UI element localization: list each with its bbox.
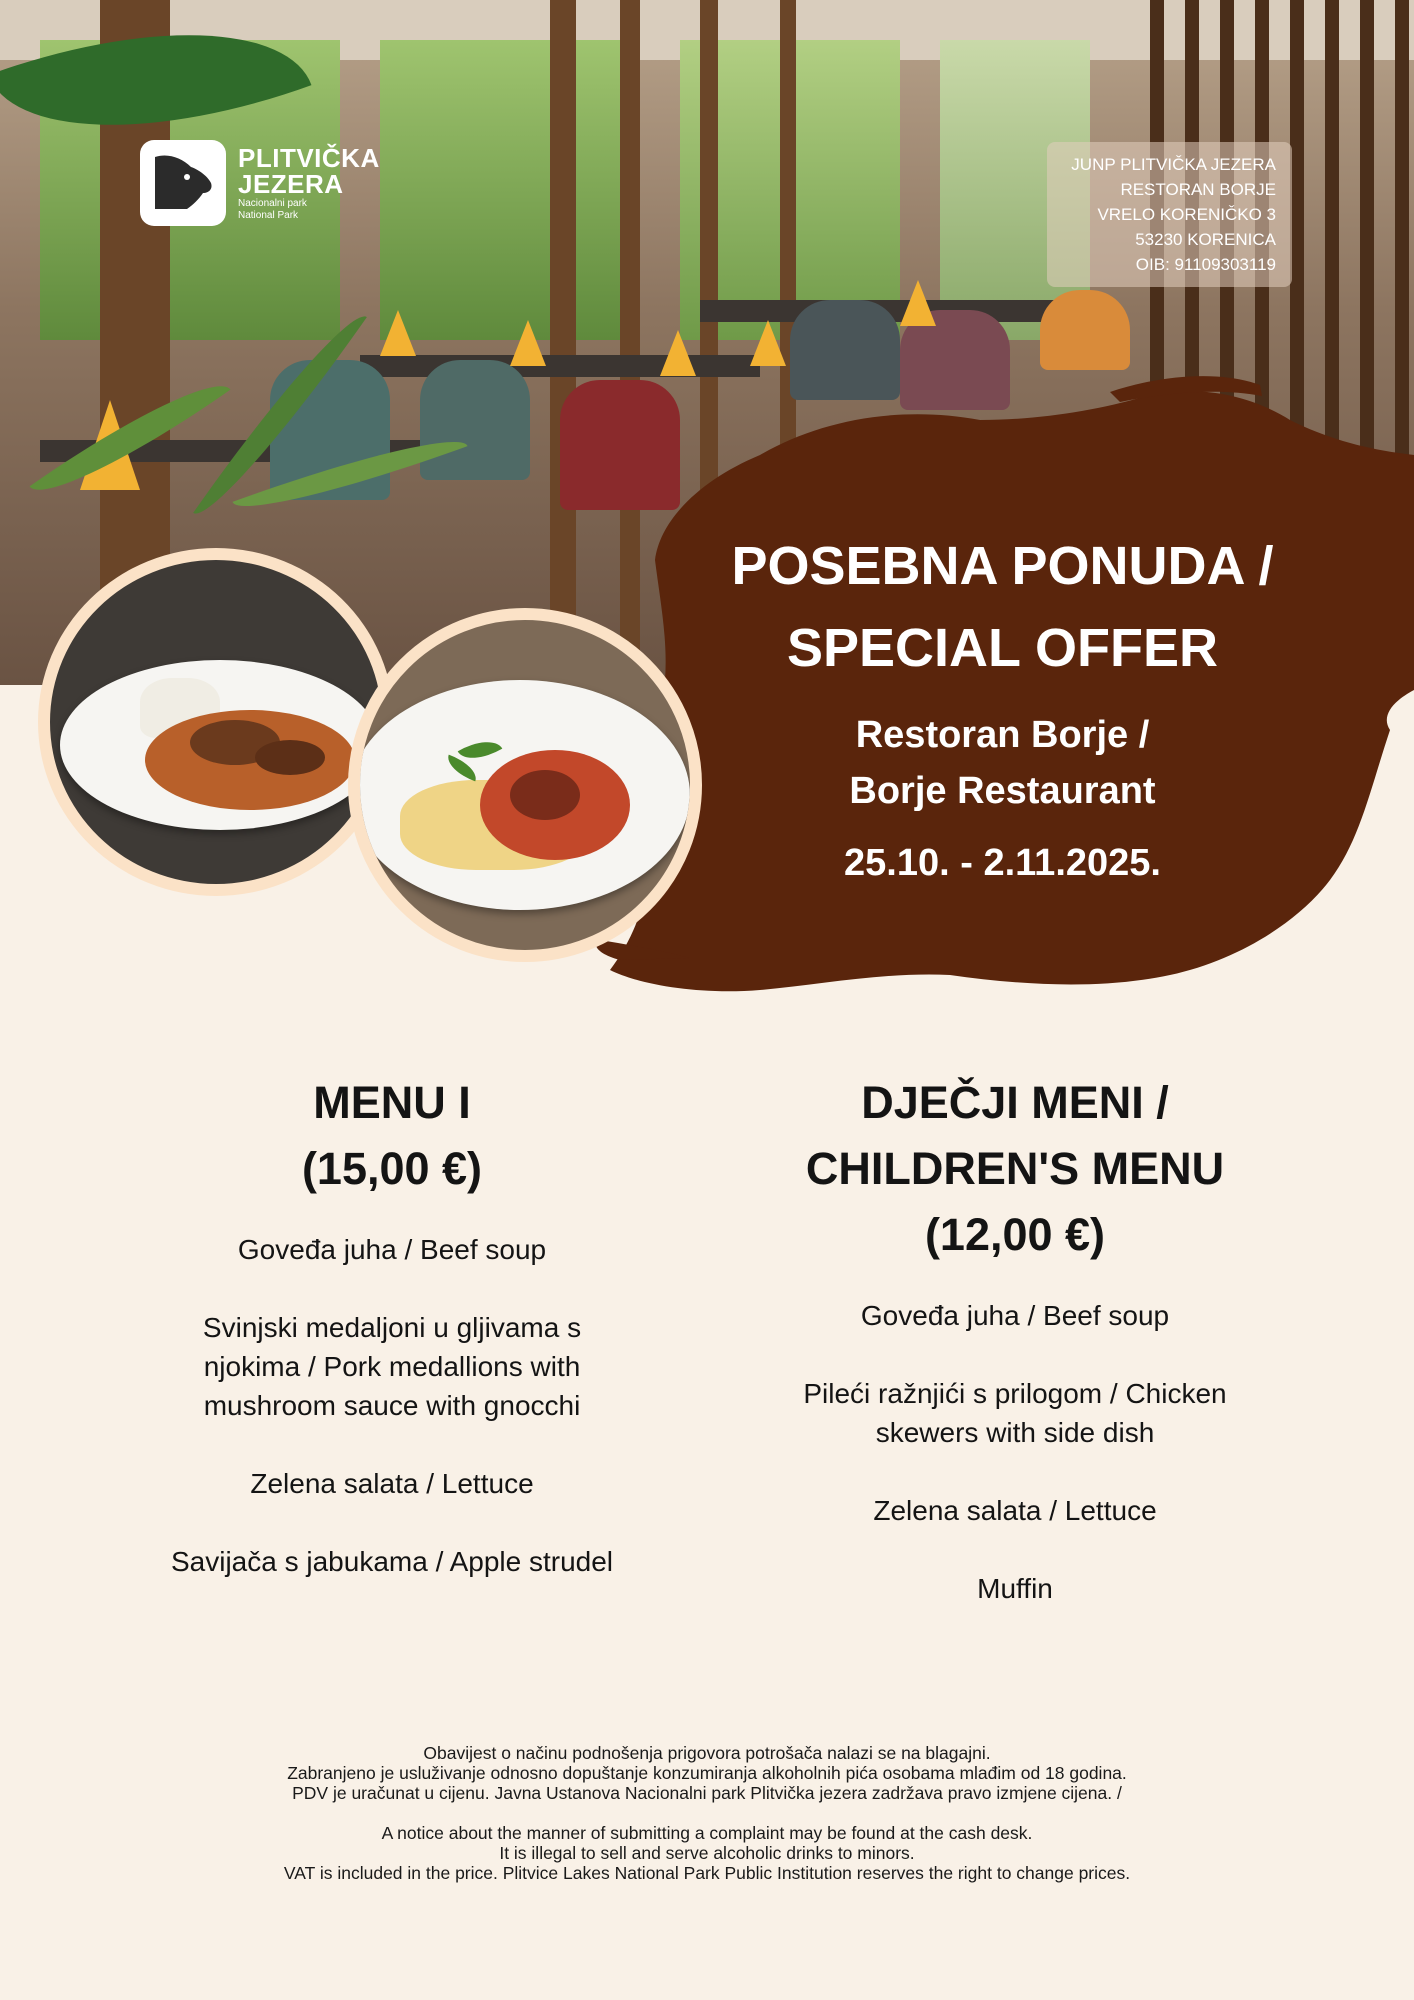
notice-line-en: It is illegal to sell and serve alcoholic drinks to minors. — [499, 1843, 915, 1863]
address-line: OIB: 91109303119 — [1135, 255, 1276, 274]
offer-headline — [680, 525, 1325, 887]
restaurant-name — [680, 707, 1325, 819]
logo-sub-line2: National Park — [238, 210, 299, 221]
childrens-menu-price: (12,00 €) — [924, 1209, 1106, 1260]
address-line: VRELO KORENIČKO 3 — [1097, 205, 1276, 224]
menu-one-item-dessert — [122, 1542, 662, 1581]
childrens-menu — [760, 1070, 1270, 1647]
menu-item-line: Goveđa juha / Beef soup — [860, 1300, 1170, 1331]
menu-item-line: Pileći ražnjići s prilogom / Chicken — [803, 1378, 1227, 1409]
menu-one-item-soup — [122, 1230, 662, 1269]
offer-dates: 25.10. - 2.11.2025. — [844, 842, 1161, 884]
menu-item-line: Zelena salata / Lettuce — [873, 1495, 1157, 1526]
notice-line-hr: PDV je uračunat u cijenu. Javna Ustanova Nacionalni park Plitvička jezera zadržava pravo izmjene cijena. / — [292, 1783, 1122, 1803]
food-photo-pork-medallions — [38, 548, 394, 896]
offer-title-line2: SPECIAL OFFER — [786, 618, 1219, 678]
bear-head-icon — [140, 140, 226, 226]
menu-item-line: mushroom sauce with gnocchi — [203, 1390, 581, 1421]
logo-wordmark — [238, 145, 380, 221]
childrens-menu-item-salad — [760, 1491, 1270, 1530]
logo-name-line1: PLITVIČKA — [238, 143, 380, 173]
menu-item-line: Zelena salata / Lettuce — [250, 1468, 534, 1499]
address-box — [1047, 142, 1292, 287]
logo-sub-line1: Nacionalni park — [238, 198, 307, 209]
menu-one-title — [122, 1070, 662, 1202]
menu-item-line: skewers with side dish — [875, 1417, 1155, 1448]
park-logo — [140, 140, 380, 226]
notice-line-hr: Zabranjeno je usluživanje odnosno dopuštanje konzumiranja alkoholnih pića osobama mlađim od 18 godina. — [287, 1763, 1127, 1783]
childrens-menu-item-main — [760, 1374, 1270, 1452]
restaurant-name-line2: Borje Restaurant — [849, 770, 1156, 812]
menu-one-item-salad — [122, 1464, 662, 1503]
food-photo-pasta — [348, 608, 702, 962]
menu-one — [122, 1070, 662, 1620]
restaurant-name-line1: Restoran Borje / — [855, 714, 1150, 756]
logo-name-line2: JEZERA — [238, 169, 344, 199]
address-line: 53230 KORENICA — [1135, 230, 1276, 249]
menu-one-item-main — [122, 1308, 662, 1425]
notice-line-en: VAT is included in the price. Plitvice Lakes National Park Public Institution reserves the right to change prices. — [283, 1863, 1131, 1883]
legal-notice — [120, 1743, 1294, 1883]
childrens-menu-item-soup — [760, 1296, 1270, 1335]
menu-one-title-line1: MENU I — [313, 1077, 471, 1128]
notice-line-hr: Obavijest o načinu podnošenja prigovora potrošača nalazi se na blagajni. — [423, 1743, 991, 1763]
childrens-menu-title — [760, 1070, 1270, 1268]
address-line: RESTORAN BORJE — [1120, 180, 1276, 199]
address-line: JUNP PLITVIČKA JEZERA — [1071, 155, 1276, 174]
menu-one-price: (15,00 €) — [301, 1143, 483, 1194]
childrens-menu-title-line2: CHILDREN'S MENU — [805, 1143, 1225, 1194]
offer-title-line1: POSEBNA PONUDA / — [731, 536, 1274, 596]
menu-item-line: Savijača s jabukama / Apple strudel — [170, 1546, 614, 1577]
menu-item-line: Svinjski medaljoni u gljivama s — [202, 1312, 582, 1343]
menu-item-line: Muffin — [977, 1573, 1053, 1604]
menu-item-line: njokima / Pork medallions with — [203, 1351, 581, 1382]
childrens-menu-title-line1: DJEČJI MENI / — [861, 1077, 1169, 1128]
notice-line-en: A notice about the manner of submitting a complaint may be found at the cash desk. — [381, 1823, 1033, 1843]
menu-item-line: Goveđa juha / Beef soup — [237, 1234, 547, 1265]
childrens-menu-item-dessert — [760, 1569, 1270, 1608]
